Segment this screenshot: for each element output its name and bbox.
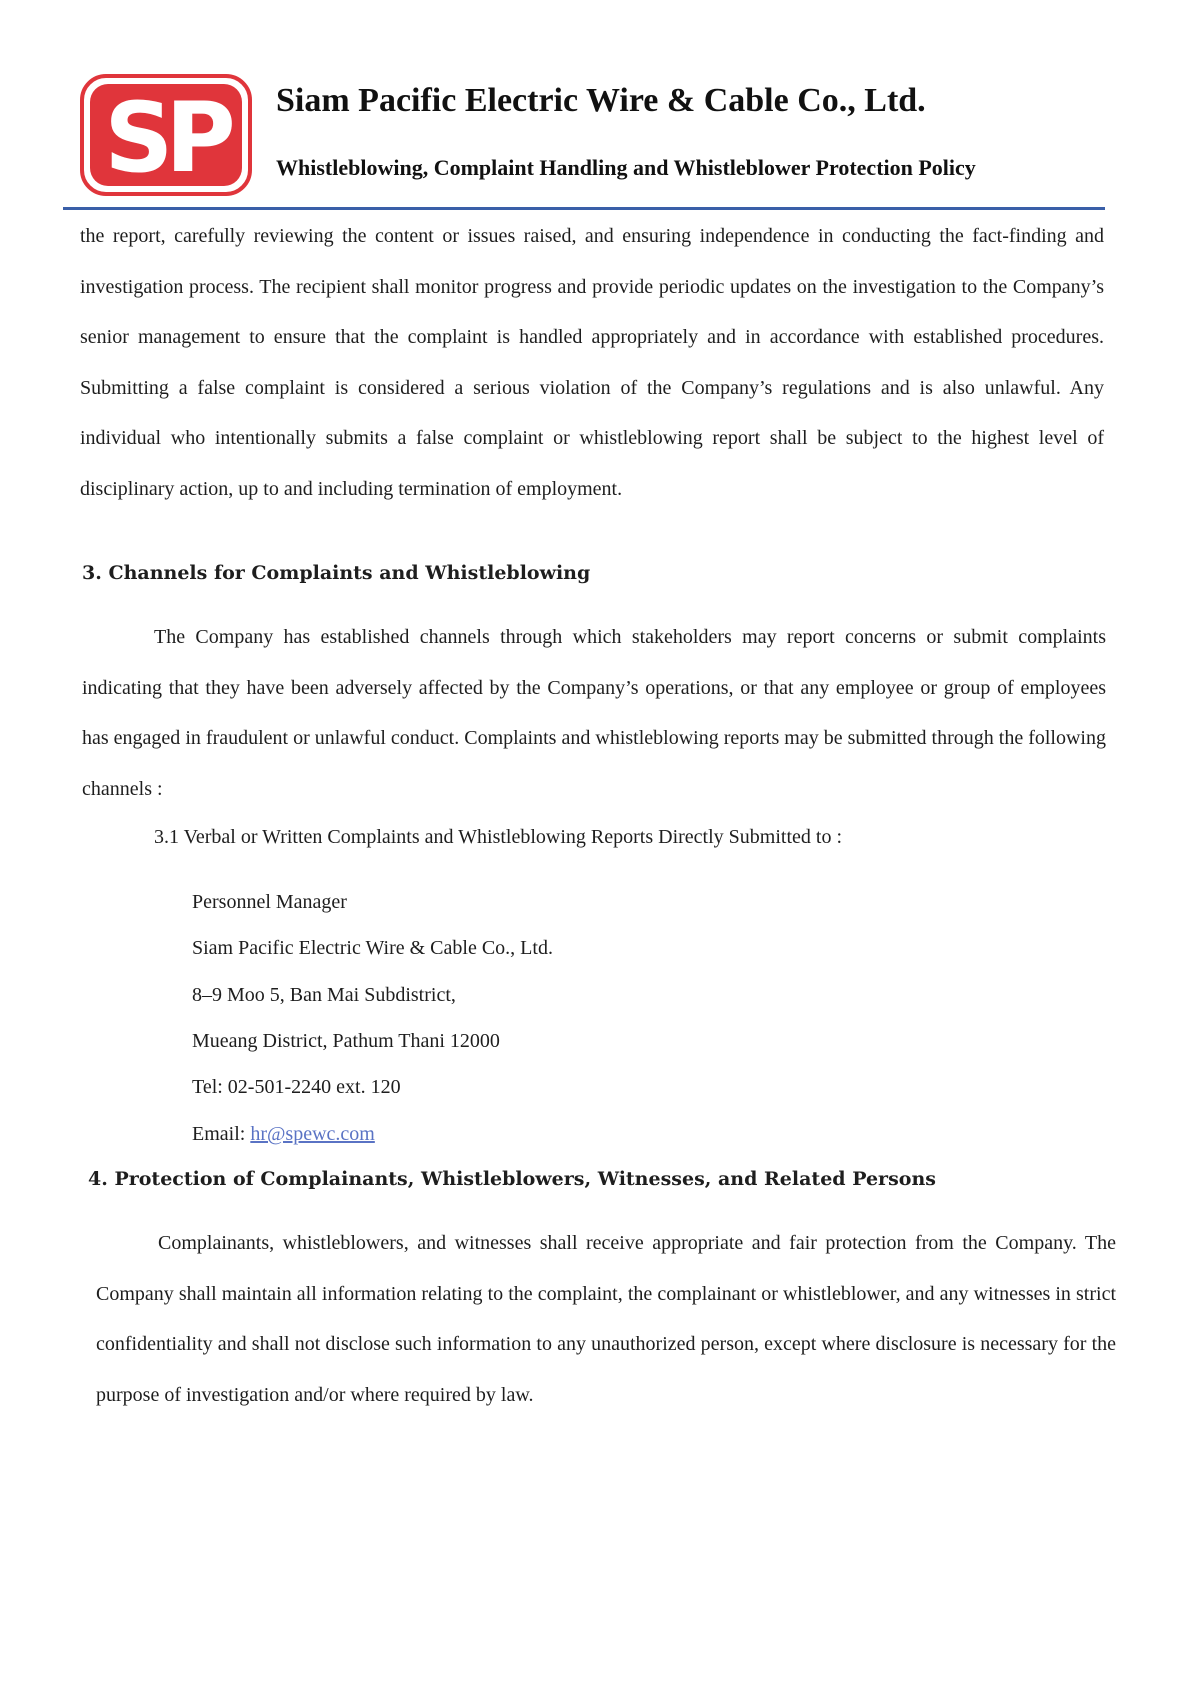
email-label: Email: — [192, 1123, 246, 1145]
section-4-heading: 4. Protection of Complainants, Whistleblowers, Witnesses, and Related Persons — [88, 1168, 936, 1190]
contact-title: Personnel Manager — [192, 891, 347, 913]
logo-text: SP — [104, 82, 228, 194]
email-link[interactable]: hr@spewc.com — [250, 1123, 375, 1145]
header-divider — [63, 207, 1105, 210]
company-logo — [80, 74, 252, 196]
section-3-heading: 3. Channels for Complaints and Whistleblowing — [82, 562, 591, 584]
document-header — [80, 74, 1105, 214]
company-name: Siam Pacific Electric Wire & Cable Co., Ltd. — [276, 82, 926, 119]
contact-company: Siam Pacific Electric Wire & Cable Co., Ltd. — [192, 937, 553, 959]
section-4-paragraph: Complainants, whistleblowers, and witnesses shall receive appropriate and fair protection from the Company. The Company shall maintain all information relating to the complaint, the complainant or whistleblower, and any witnesses in strict confidentiality and shall not disclose such information to any unauthorized person, except where disclosure is necessary for the purpose of investigation and/or where required by law. — [96, 1232, 1116, 1406]
intro-paragraph: the report, carefully reviewing the content or issues raised, and ensuring independence in conducting the fact-finding and investigation process. The recipient shall monitor progress and provide periodic updates on the investigation to the Company’s senior management to ensure that the complaint is handled appropriately and in accordance with established procedures. Submitting a false complaint is considered a serious violation of the Company’s regulations and is also unlawful. Any individual who intentionally submits a false complaint or whistleblowing report shall be subject to the highest level of disciplinary action, up to and including termination of employment. — [80, 225, 1104, 500]
contact-email-row — [192, 1123, 375, 1146]
contact-address-2: Mueang District, Pathum Thani 12000 — [192, 1030, 500, 1052]
contact-tel: Tel: 02-501-2240 ext. 120 — [192, 1076, 401, 1098]
policy-title: Whistleblowing, Complaint Handling and Whistleblower Protection Policy — [276, 155, 976, 180]
section-3-1-item: 3.1 Verbal or Written Complaints and Whistleblowing Reports Directly Submitted to : — [154, 826, 843, 848]
section-3-paragraph: The Company has established channels through which stakeholders may report concerns or submit complaints indicating that they have been adversely affected by the Company’s operations, or that any employee or group of employees has engaged in fraudulent or unlawful conduct. Complaints and whistleblowing reports may be submitted through the following channels : — [82, 626, 1106, 800]
contact-address-1: 8–9 Moo 5, Ban Mai Subdistrict, — [192, 984, 456, 1006]
